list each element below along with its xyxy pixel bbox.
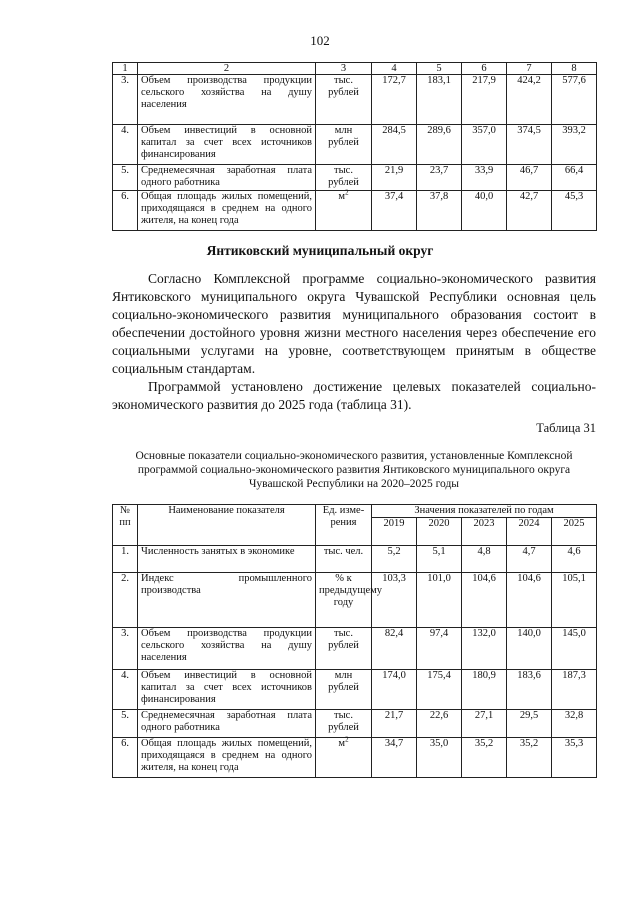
unit [316,188,372,231]
body-text [112,270,596,414]
value-cell: 45,3 [552,191,597,231]
value-cell: 97,4 [417,628,462,670]
value-cell: 4,6 [552,546,597,573]
value-cell: 66,4 [552,165,597,191]
value-cell: 22,6 [417,710,462,738]
value-cell: 175,4 [417,670,462,710]
year-header: 2023 [462,518,507,546]
value-cell: 35,2 [462,738,507,778]
value-cell: 21,7 [372,710,417,738]
table-label: Таблица 31 [536,421,596,435]
year-header: 2019 [372,518,417,546]
value-cell: 183,6 [507,670,552,710]
value-cell: 29,5 [507,710,552,738]
header-number: № пп [113,505,138,546]
col-number: 2 [138,63,316,75]
col-number: 5 [417,63,462,75]
table-row [113,628,597,670]
indicator-name: Общая площадь жилых помещений, приходящаяся в среднем на одного жителя, на конец года [138,738,316,778]
column-number-row [113,63,597,75]
value-cell: 172,7 [372,75,417,125]
value-cell: 374,5 [507,125,552,165]
value-cell: 5,1 [417,546,462,573]
value-cell: 34,7 [372,738,417,778]
col-number: 4 [372,63,417,75]
value-cell: 33,9 [462,165,507,191]
unit: тыс. рублей [316,75,372,125]
unit-superscript: 2 [345,735,349,744]
year-header: 2020 [417,518,462,546]
header-values: Значения показателей по годам [372,505,597,518]
value-cell: 40,0 [462,191,507,231]
value-cell: 183,1 [417,75,462,125]
indicator-name: Объем производства продукции сельского хозяйства на душу населения [138,75,316,125]
table-row [113,125,597,165]
value-cell: 82,4 [372,628,417,670]
section-heading: Янтиковский муниципальный округ [206,243,434,258]
table-row [113,573,597,628]
value-cell: 357,0 [462,125,507,165]
value-cell: 140,0 [507,628,552,670]
indicator-name: Объем производства продукции сельского хозяйства на душу населения [138,628,316,670]
unit: % к предыдущему году [316,573,372,628]
value-cell: 37,4 [372,191,417,231]
value-cell: 393,2 [552,125,597,165]
table-row [113,670,597,710]
indicator-name: Объем инвестиций в основной капитал за счет всех источников финансирования [138,670,316,710]
indicator-name: Численность занятых в экономике [138,546,316,573]
value-cell: 217,9 [462,75,507,125]
unit-superscript: 2 [345,188,349,197]
paragraph: Программой установлено достижение целевых показателей социально-экономического развития до 2025 года (таблица 31). [112,379,596,412]
value-cell: 21,9 [372,165,417,191]
unit: тыс. чел. [316,546,372,573]
row-number: 3. [113,628,138,670]
header-name: Наименование показателя [138,505,316,546]
paragraph: Согласно Комплексной программе социально-экономического развития Янтиковского муниципального округа Чувашской Республики основная цель социально-экономического развития муниципального образования состоит в обеспечении достойного уровня жизни местного населения через обеспечение его социальными услугами на уровне, соответствующем принятым в обществе социальным стандартам. [112,271,596,376]
row-number: 3. [113,75,138,125]
col-number: 7 [507,63,552,75]
unit: млн рублей [316,670,372,710]
indicator-name: Общая площадь жилых помещений, приходящаяся в среднем на одного жителя, на конец года [138,191,316,231]
indicator-name: Среднемесячная заработная плата одного работника [138,710,316,738]
table-row [113,546,597,573]
value-cell: 180,9 [462,670,507,710]
unit: тыс. рублей [316,628,372,670]
value-cell: 27,1 [462,710,507,738]
col-number: 8 [552,63,597,75]
col-number: 6 [462,63,507,75]
indicators-table [112,504,597,778]
indicator-name: Объем инвестиций в основной капитал за счет всех источников финансирования [138,125,316,165]
indicator-name: Индекс промышленного производства [138,573,316,628]
value-cell: 145,0 [552,628,597,670]
year-header: 2024 [507,518,552,546]
header-row [113,505,597,518]
value-cell: 35,2 [507,738,552,778]
table-row [113,738,597,778]
indicator-name: Среднемесячная заработная плата одного работника [138,165,316,191]
value-cell: 424,2 [507,75,552,125]
table-row [113,75,597,125]
value-cell: 103,3 [372,573,417,628]
value-cell: 132,0 [462,628,507,670]
value-cell: 174,0 [372,670,417,710]
row-number: 6. [113,191,138,231]
value-cell: 187,3 [552,670,597,710]
value-cell: 46,7 [507,165,552,191]
header-unit: Ед. изме-рения [316,505,372,546]
unit: тыс. рублей [316,165,372,191]
table-caption: Основные показатели социально-экономического развития, установленные Комплексной программой социально-экономического развития Янтиковского муниципального округа Чувашской Республики на 2020–2025 годы [135,450,573,490]
table-row [113,165,597,191]
row-number: 1. [113,546,138,573]
row-number: 5. [113,165,138,191]
row-number: 4. [113,670,138,710]
table-row [113,191,597,231]
row-number: 5. [113,710,138,738]
row-number: 2. [113,573,138,628]
unit: тыс. рублей [316,710,372,738]
value-cell: 4,7 [507,546,552,573]
value-cell: 4,8 [462,546,507,573]
unit [316,735,372,778]
value-cell: 32,8 [552,710,597,738]
value-cell: 5,2 [372,546,417,573]
unit-base: м [338,191,346,202]
value-cell: 35,3 [552,738,597,778]
value-cell: 284,5 [372,125,417,165]
unit: млн рублей [316,125,372,165]
value-cell: 35,0 [417,738,462,778]
value-cell: 289,6 [417,125,462,165]
value-cell: 105,1 [552,573,597,628]
row-number: 4. [113,125,138,165]
value-cell: 104,6 [462,573,507,628]
value-cell: 577,6 [552,75,597,125]
value-cell: 104,6 [507,573,552,628]
continued-table [112,62,597,231]
col-number: 1 [113,63,138,75]
value-cell: 37,8 [417,191,462,231]
table-row [113,710,597,738]
value-cell: 23,7 [417,165,462,191]
row-number: 6. [113,738,138,778]
col-number: 3 [316,63,372,75]
year-header: 2025 [552,518,597,546]
value-cell: 101,0 [417,573,462,628]
value-cell: 42,7 [507,191,552,231]
unit-base: м [338,738,346,749]
page-number: 102 [310,33,330,48]
